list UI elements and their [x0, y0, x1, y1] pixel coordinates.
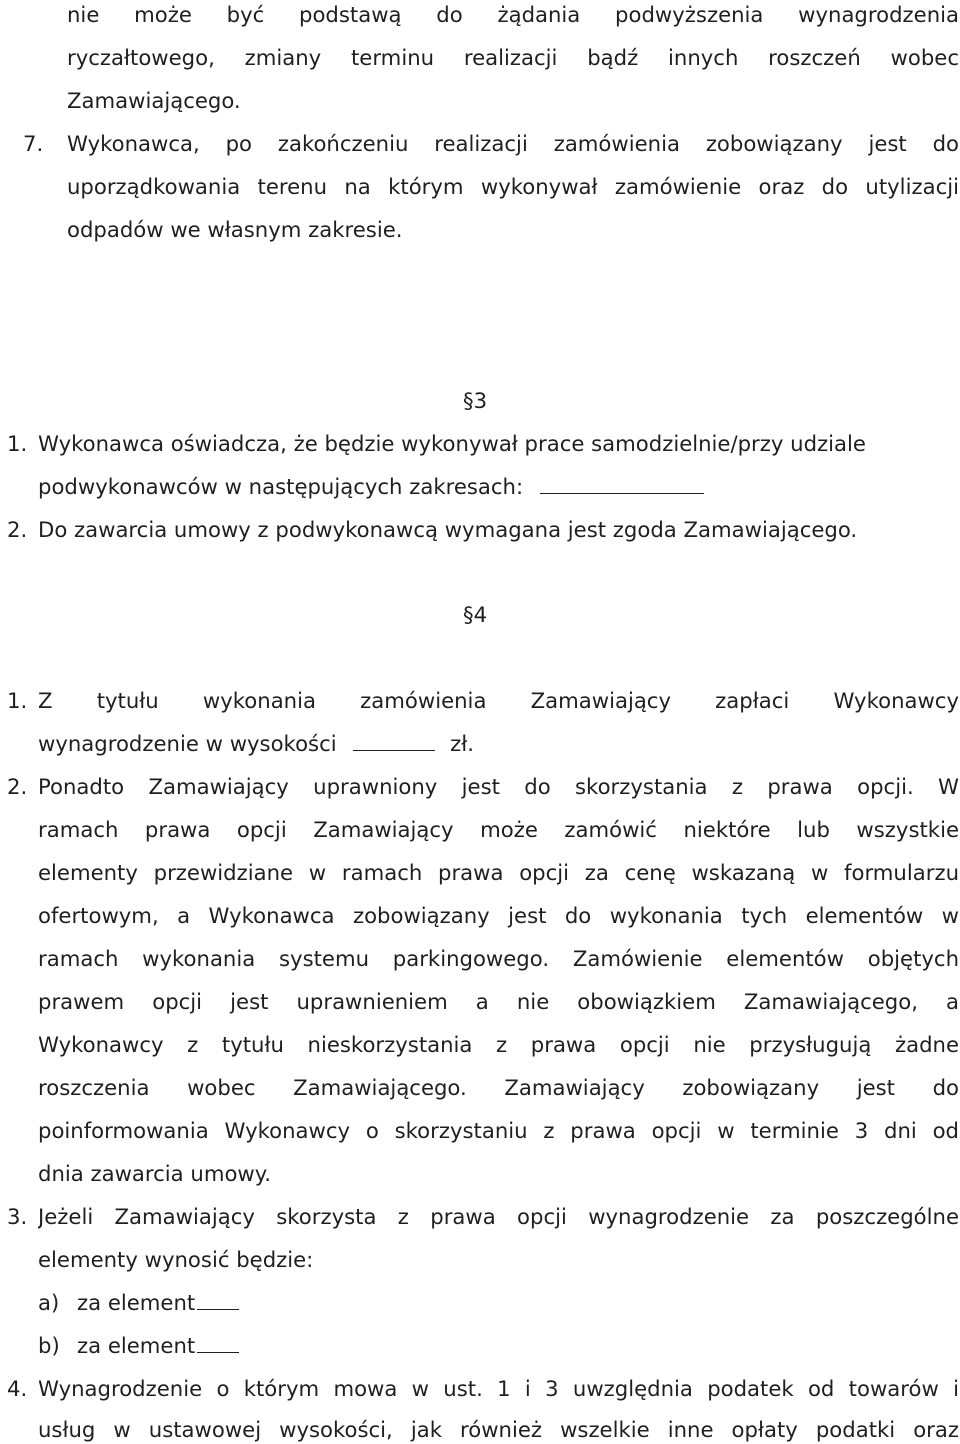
section-3-heading: §3: [463, 388, 488, 413]
subcontract-scope-blank: [540, 475, 704, 494]
s4-item-1-number: 1.: [7, 688, 28, 713]
item-7-number: 7.: [23, 131, 44, 156]
subitem-a-blank: [197, 1291, 239, 1310]
subitem-b-blank: [197, 1334, 239, 1353]
remuneration-amount-blank: [353, 732, 435, 751]
s4-item-2-line-7: Wykonawcy z tytułu nieskorzystania z prawa opcji nie przysługują żadne: [38, 1032, 959, 1057]
s4-item-2-line-4: ofertowym, a Wykonawca zobowiązany jest do wykonania tych elementów w: [38, 903, 959, 928]
subitem-b-wrap: [77, 1333, 239, 1359]
subitem-b-text: za element: [77, 1333, 196, 1358]
subitem-b-label: b): [38, 1333, 60, 1358]
section-4-heading: §4: [463, 602, 488, 627]
s3-item-1-line-1: Wykonawca oświadcza, że będzie wykonywał prace samodzielnie/przy udziale: [38, 431, 866, 456]
s3-item-1-line-2-wrap: [38, 474, 704, 500]
s4-item-2-line-1: Ponadto Zamawiający uprawniony jest do skorzystania z prawa opcji. W: [38, 774, 959, 799]
item-7-line-3: odpadów we własnym zakresie.: [67, 217, 403, 242]
currency-label: zł.: [450, 731, 475, 756]
item-7-line-1: Wykonawca, po zakończeniu realizacji zamówienia zobowiązany jest do: [67, 131, 959, 156]
s4-item-2-line-6: prawem opcji jest uprawnieniem a nie obowiązkiem Zamawiającego, a: [38, 989, 959, 1014]
subitem-a-text: za element: [77, 1290, 196, 1315]
s3-item-1-number: 1.: [7, 431, 28, 456]
s4-item-2-line-2: ramach prawa opcji Zamawiający może zamówić niektóre lub wszystkie: [38, 817, 959, 842]
s4-item-4-line-1: Wynagrodzenie o którym mowa w ust. 1 i 3 uwzględnia podatek od towarów i: [38, 1376, 959, 1401]
subitem-a-label: a): [38, 1290, 60, 1315]
s4-item-2-line-9: poinformowania Wykonawcy o skorzystaniu z prawa opcji w terminie 3 dni od: [38, 1118, 959, 1143]
continuation-line-3: Zamawiającego.: [67, 88, 241, 113]
s4-item-2-line-10: dnia zawarcia umowy.: [38, 1161, 272, 1186]
s4-item-2-line-3: elementy przewidziane w ramach prawa opcji za cenę wskazaną w formularzu: [38, 860, 959, 885]
s4-item-4-number: 4.: [7, 1376, 28, 1401]
item-7-line-2: uporządkowania terenu na którym wykonywał zamówienie oraz do utylizacji: [67, 174, 959, 199]
s4-item-2-number: 2.: [7, 774, 28, 799]
s4-item-2-line-8: roszczenia wobec Zamawiającego. Zamawiający zobowiązany jest do: [38, 1075, 959, 1100]
s4-item-3-line-1: Jeżeli Zamawiający skorzysta z prawa opcji wynagrodzenie za poszczególne: [38, 1204, 959, 1229]
continuation-line-2: ryczałtowego, zmiany terminu realizacji bądź innych roszczeń wobec: [67, 45, 959, 70]
s4-item-2-line-5: ramach wykonania systemu parkingowego. Zamówienie elementów objętych: [38, 946, 959, 971]
s4-item-1-line-2: wynagrodzenie w wysokości: [38, 731, 337, 756]
s4-item-3-number: 3.: [7, 1204, 28, 1229]
subitem-a-wrap: [77, 1290, 239, 1316]
s3-item-2-line-1: Do zawarcia umowy z podwykonawcą wymagana jest zgoda Zamawiającego.: [38, 517, 858, 542]
s4-item-1-line-2-wrap: [38, 731, 474, 757]
s4-item-4-line-2: usług w ustawowej wysokości, jak również wszelkie inne opłaty podatki oraz: [38, 1417, 959, 1442]
continuation-line-1: nie może być podstawą do żądania podwyższenia wynagrodzenia: [67, 2, 959, 27]
s3-item-2-number: 2.: [7, 517, 28, 542]
s4-item-3-line-2: elementy wynosić będzie:: [38, 1247, 314, 1272]
s4-item-1-line-1: Z tytułu wykonania zamówienia Zamawiający zapłaci Wykonawcy: [38, 688, 959, 713]
s3-item-1-line-2: podwykonawców w następujących zakresach:: [38, 474, 524, 499]
